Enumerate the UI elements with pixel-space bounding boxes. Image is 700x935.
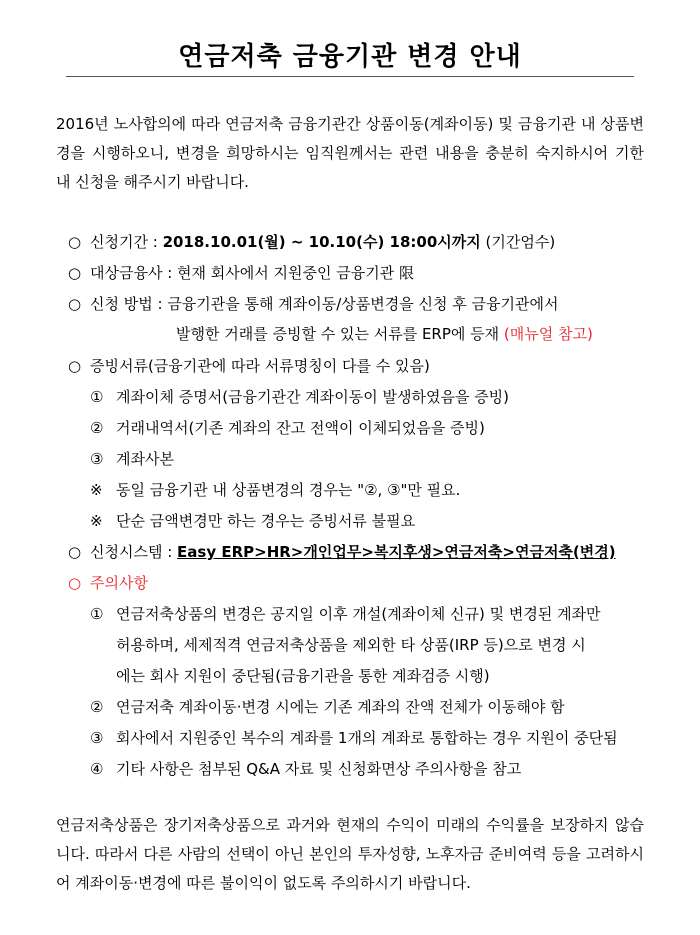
docs-header-item (68, 355, 430, 377)
method-item (68, 293, 558, 315)
system-path: Easy ERP>HR>개인업무>복지후생>연금저축>연금저축(변경) (177, 543, 616, 561)
method-line-1: 신청 방법 : 금융기관을 통해 계좌이동/상품변경을 신청 후 금융기관에서 (90, 295, 559, 313)
method-line-2: 발행한 거래를 증빙할 수 있는 서류를 ERP에 등재 (176, 325, 504, 343)
docs-mark: ③ (90, 450, 104, 468)
target-text: 대상금융사 : 현재 회사에서 지원중인 금융기관 限 (90, 264, 414, 282)
docs-text: 단순 금액변경만 하는 경우는 증빙서류 불필요 (116, 512, 416, 530)
period-note: (기간엄수) (480, 233, 556, 251)
caution-item (90, 758, 521, 780)
caution-line: 기타 사항은 첨부된 Q&A 자료 및 신청화면상 주의사항을 참고 (116, 760, 522, 778)
intro-paragraph: 2016년 노사합의에 따라 연금저축 금융기관간 상품이동(계좌이동) 및 금융기관 내 상품변경을 시행하오니, 변경을 희망하시는 임직원께서는 관련 내용을 충분히 숙지하시어 기한 내 신청을 해주시기 바랍니다. (56, 115, 644, 191)
docs-text: 계좌이체 증명서(금융기관간 계좌이동이 발생하였음을 증빙) (116, 388, 510, 406)
title-divider (66, 76, 634, 77)
docs-text: 거래내역서(기존 계좌의 잔고 전액이 이체되었음을 증빙) (116, 419, 485, 437)
docs-list-item (90, 386, 509, 408)
bullet-circle-red: ○ (68, 574, 82, 592)
docs-list-item (90, 417, 485, 439)
caution-item (90, 727, 618, 749)
manual-reference: (매뉴얼 참고) (503, 325, 593, 343)
caution-line: 에는 회사 지원이 중단됨(금융기관을 통한 계좌검증 시행) (116, 667, 490, 685)
docs-list-item (90, 448, 174, 470)
bullet-circle: ○ (68, 264, 82, 282)
bullet-circle: ○ (68, 357, 82, 375)
target-item (68, 262, 414, 284)
system-label: 신청시스템 : (90, 543, 178, 561)
docs-mark: ※ (90, 512, 103, 530)
caution-header: 주의사항 (90, 574, 148, 592)
bullet-circle: ○ (68, 295, 82, 313)
closing-paragraph: 연금저축상품은 장기저축상품으로 과거와 현재의 수익이 미래의 수익률을 보장하지 않습니다. 따라서 다른 사람의 선택이 아닌 본인의 투자성향, 노후자금 준비여력 등을 고려하시어 계좌이동·변경에 따른 불이익이 없도록 주의하시기 바랍니다. (56, 816, 644, 892)
docs-text: 동일 금융기관 내 상품변경의 경우는 "②, ③"만 필요. (116, 481, 461, 499)
caution-mark: ① (90, 605, 104, 623)
period-value: 2018.10.01(월) ~ 10.10(수) 18:00시까지 (162, 233, 481, 251)
caution-line: 허용하며, 세제적격 연금저축상품을 제외한 타 상품(IRP 등)으로 변경 시 (116, 636, 586, 654)
caution-line: 회사에서 지원중인 복수의 계좌를 1개의 계좌로 통합하는 경우 지원이 중단됨 (116, 729, 618, 747)
caution-item-continued (116, 634, 586, 656)
caution-item (90, 603, 601, 625)
caution-item (90, 696, 565, 718)
bullet-circle: ○ (68, 543, 82, 561)
docs-note-item (90, 479, 460, 501)
period-label: 신청기간 : (90, 233, 163, 251)
docs-header: 증빙서류(금융기관에 따라 서류명칭이 다를 수 있음) (90, 357, 430, 375)
caution-line: 연금저축상품의 변경은 공지일 이후 개설(계좌이체 신규) 및 변경된 계좌만 (116, 605, 601, 623)
docs-mark: ① (90, 388, 104, 406)
page-title: 연금저축 금융기관 변경 안내 (178, 42, 522, 72)
method-item-continued (176, 323, 593, 345)
caution-mark: ② (90, 698, 104, 716)
period-item (68, 231, 555, 253)
caution-item-continued (116, 665, 490, 687)
bullet-circle: ○ (68, 233, 82, 251)
caution-line: 연금저축 계좌이동·변경 시에는 기존 계좌의 잔액 전체가 이동해야 함 (116, 698, 565, 716)
system-item (68, 541, 616, 563)
caution-header-item (68, 572, 148, 594)
caution-mark: ③ (90, 729, 104, 747)
docs-mark: ※ (90, 481, 103, 499)
caution-mark: ④ (90, 760, 104, 778)
docs-text: 계좌사본 (116, 450, 174, 468)
docs-note-item (90, 510, 415, 532)
docs-mark: ② (90, 419, 104, 437)
